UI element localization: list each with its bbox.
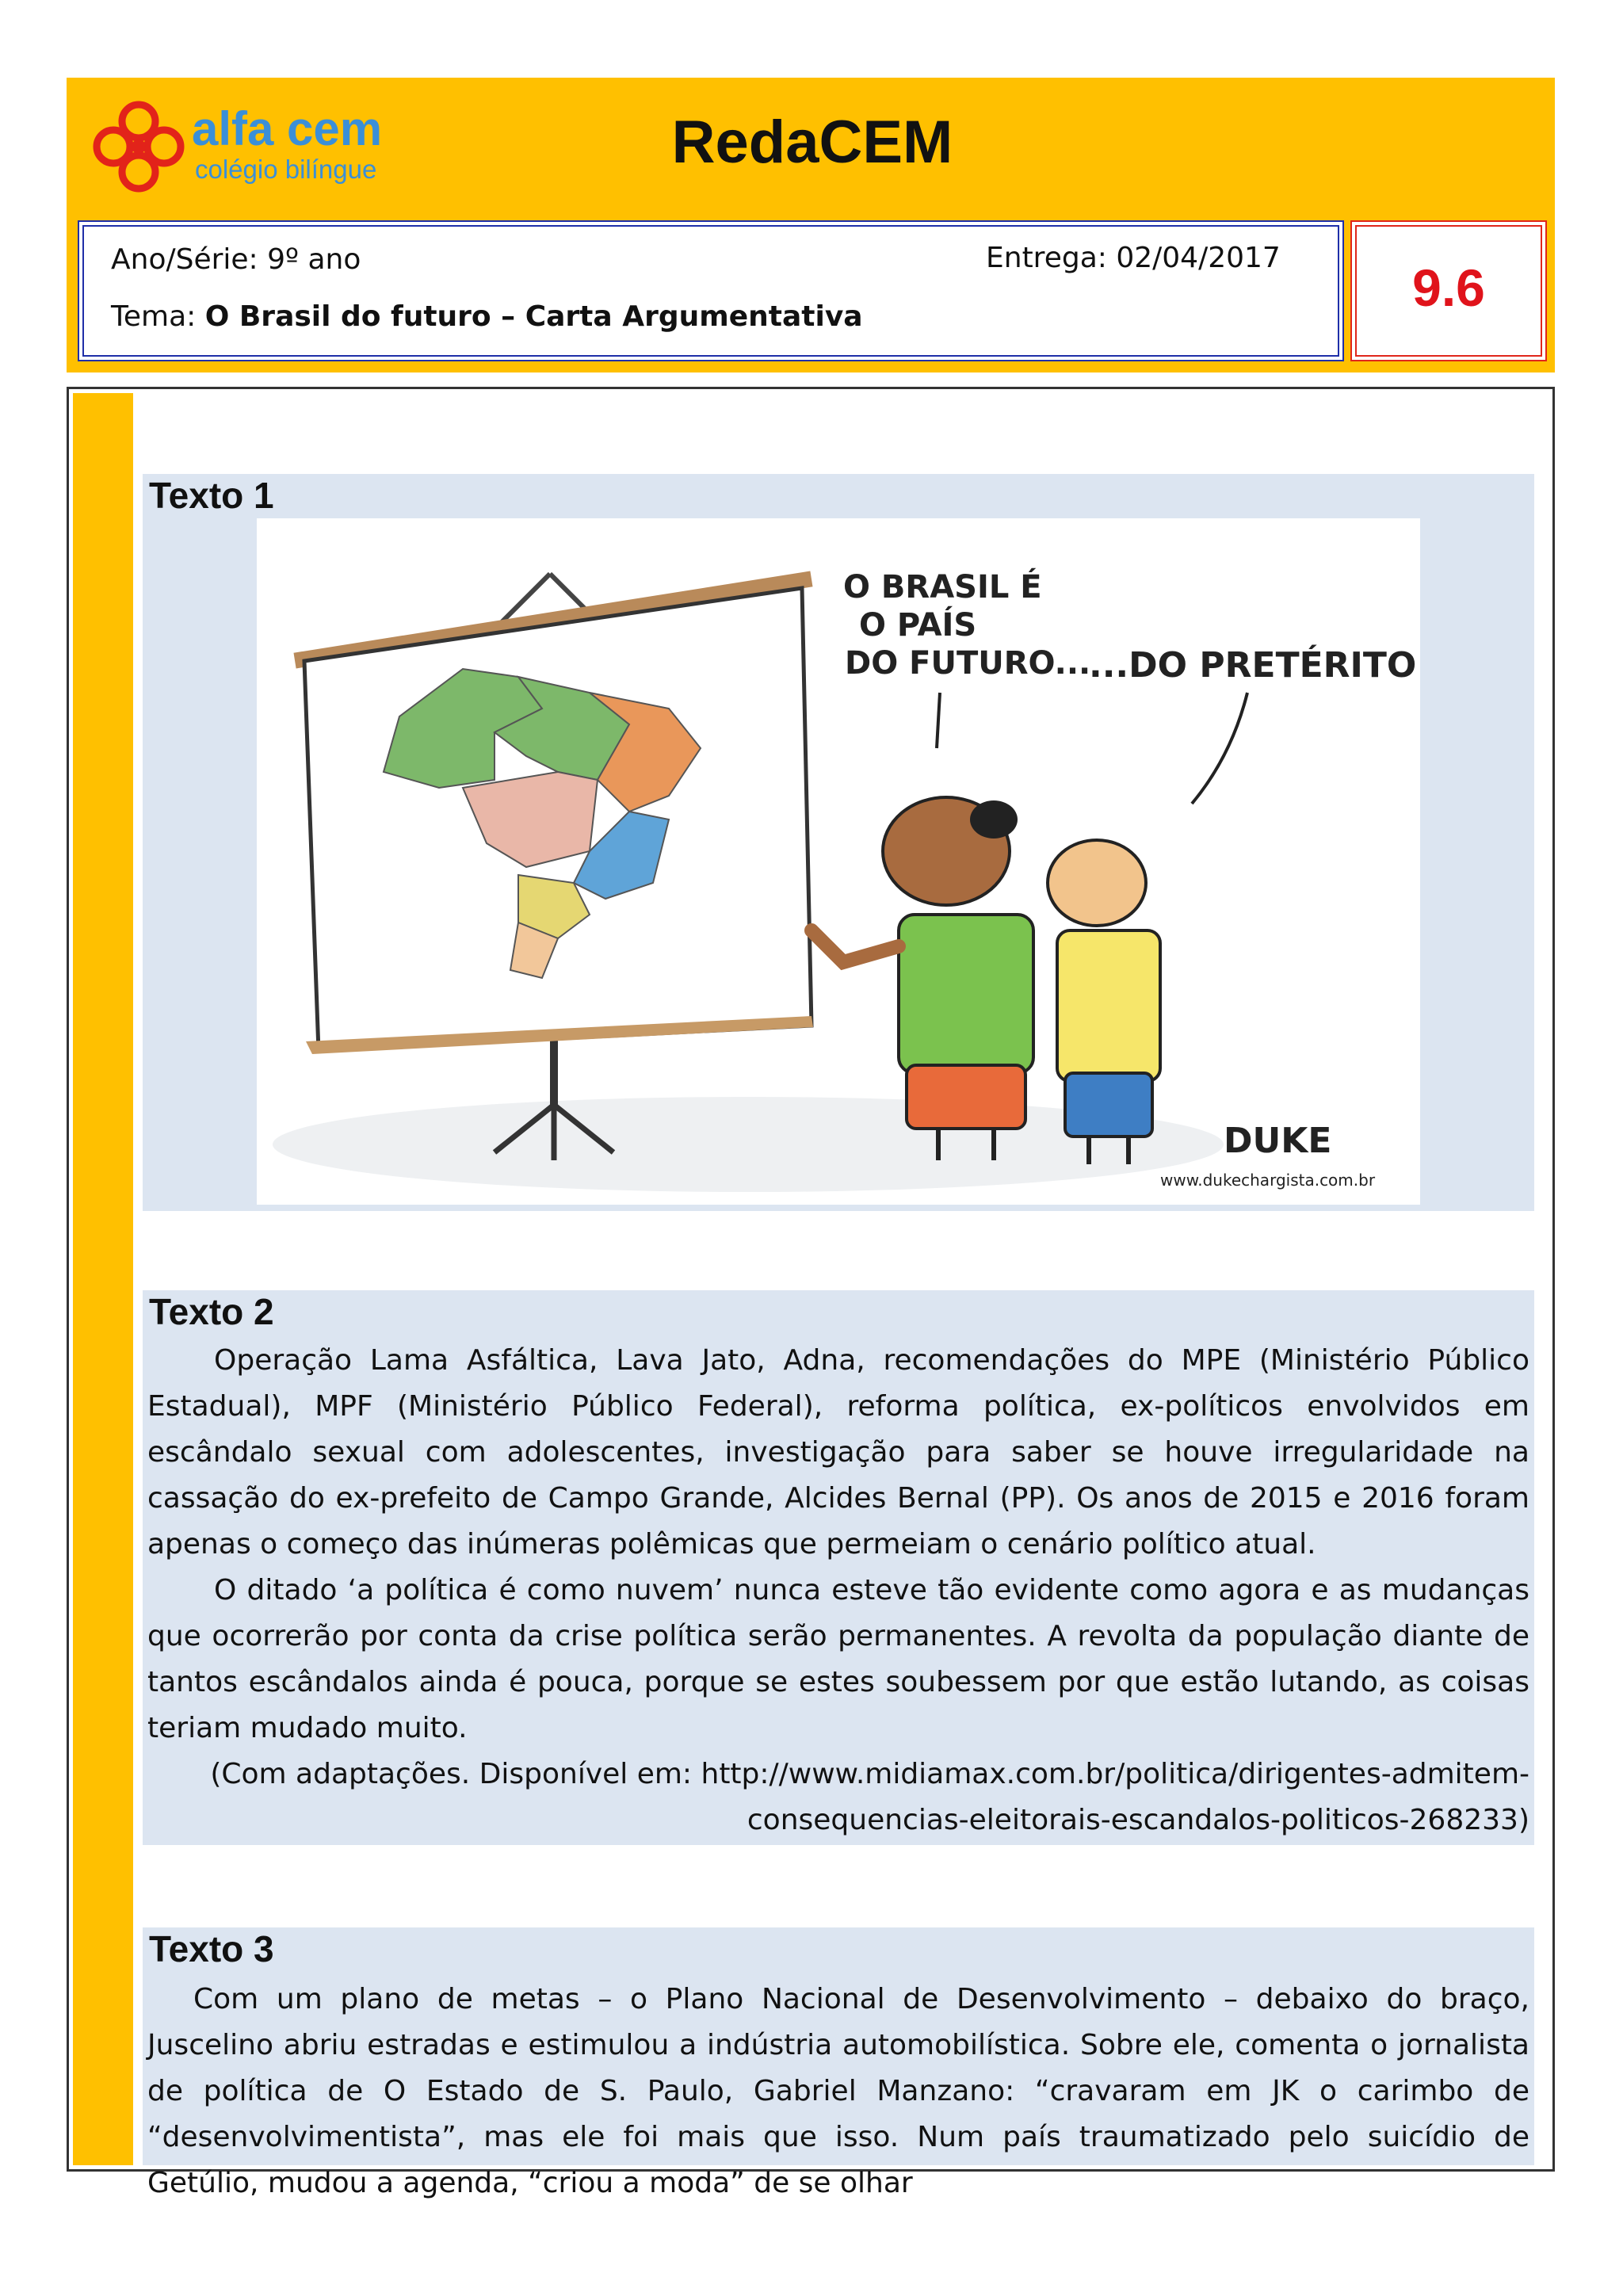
logo-name: alfa cem (192, 102, 383, 155)
logo-subtitle: colégio bilíngue (195, 155, 377, 184)
info-box (78, 220, 1344, 361)
texto3-title: Texto 3 (149, 1928, 274, 1969)
speech-a-2: O PAÍS (859, 607, 977, 644)
school-logo (87, 95, 420, 198)
texto2-paragraph-2: O ditado ‘a política é como nuvem’ nunca esteve tão evidente como agora e as mudanças que ocorrerão por conta da crise política serão permanentes. A revolta da população diante de tantos escândalos ainda é pouca, porque se estes soubessem por que estão lutando, as coisas teriam mudado muito. (147, 1574, 1529, 1744)
tema-line (111, 300, 863, 334)
cartoon-drawing (257, 518, 1420, 1205)
texto2-source-line-1: (Com adaptações. Disponível em: http://www.midiamax.com.br/politica/dirigentes-admitem- (210, 1758, 1529, 1790)
cartoon-image (257, 518, 1420, 1205)
entrega-label: Entrega: (986, 242, 1107, 274)
entrega-line (986, 241, 1281, 276)
page-title: RedaCEM (671, 109, 953, 176)
serie-value: 9º ano (267, 243, 361, 276)
texto3-paragraph-1: Com um plano de metas – o Plano Nacional de Desenvolvimento – debaixo do braço, Juscelino abriu estradas e estimulou a indústria automobilística. Sobre ele, comenta o jornalista de política de O Estado de S. Paulo, Gabriel Manzano: “cravaram em JK o carimbo de “desenvolvimentista”, mas ele foi mais que isso. Num país traumatizado pelo suicídio de Getúlio, mudou a agenda, “criou a moda” de se olhar (147, 1983, 1529, 2199)
knot-logo-icon (87, 95, 190, 198)
tema-value: O Brasil do futuro – Carta Argumentativa (204, 300, 863, 333)
texto1-title: Texto 1 (149, 475, 274, 516)
serie-line (111, 243, 361, 277)
speech-a-1: O BRASIL É (843, 569, 1042, 606)
grade-value: 9.6 (1412, 258, 1485, 317)
entrega-value: 02/04/2017 (1116, 242, 1281, 274)
texto2-title: Texto 2 (149, 1291, 274, 1332)
speech-b: ...DO PRETÉRITO! (1089, 645, 1420, 686)
serie-label: Ano/Série: (111, 243, 258, 276)
cartoon-site: www.dukechargista.com.br (1160, 1171, 1376, 1190)
grade-box (1350, 220, 1547, 361)
speech-a-3: DO FUTURO... (845, 645, 1091, 682)
side-stripe (73, 393, 133, 2165)
tema-label: Tema: (111, 300, 197, 333)
texto2-source-line-2: consequencias-eleitorais-escandalos-politicos-268233) (747, 1804, 1529, 1836)
cartoon-signature: DUKE (1224, 1121, 1332, 1161)
texto2-paragraph-1: Operação Lama Asfáltica, Lava Jato, Adna, recomendações do MPE (Ministério Público Estadual), MPF (Ministério Público Federal), reforma política, ex-políticos envolvidos em escândalo sexual com adolescentes, investigação para saber se houve irregularidade na cassação do ex-prefeito de Campo Grande, Alcides Bernal (PP). Os anos de 2015 e 2016 foram apenas o começo das inúmeras polêmicas que permeiam o cenário político atual. (147, 1344, 1529, 1561)
